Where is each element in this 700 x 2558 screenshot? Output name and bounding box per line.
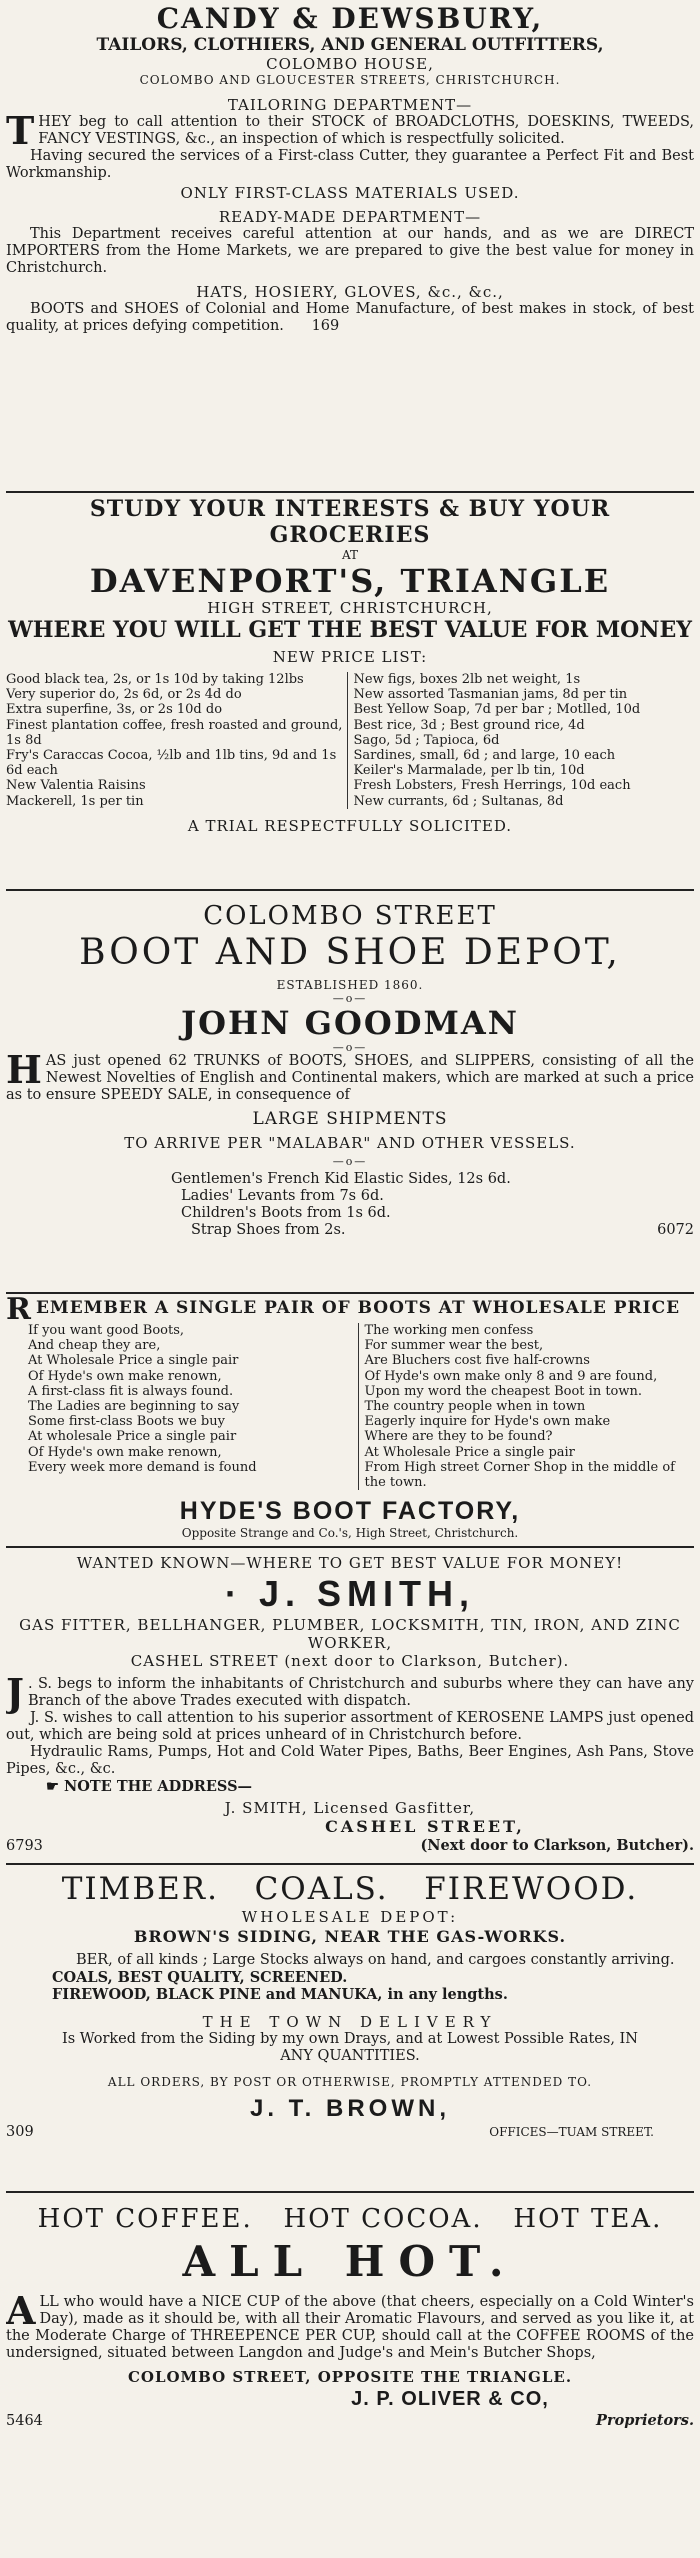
list-item: New currants, 6d ; Sultanas, 8d [353,793,564,809]
hyde-name: HYDE'S BOOT FACTORY, [179,1497,521,1526]
brown-delivery-text: Is Worked from the Siding by my own Drays, and at Lowest Possible Rates, IN ANY QUANTITIES. [62,2031,638,2064]
oliver-proprietors: Proprietors. [596,2412,694,2429]
smith-text1: J . S. begs to inform the inhabitants of Christchurch and suburbs where they can have any Branch of the above Trades executed with dispatch. [6,1670,694,1715]
brown-delivery: THE TOWN DELIVERY [202,2013,498,2031]
poem-line: Of Hyde's own make renown, [28,1368,222,1384]
list-item: New figs, boxes 2lb net weight, 1s [353,672,581,687]
oliver-ad [6,2193,694,2558]
davenport-at: AT [341,548,358,562]
brown-firewood: FIREWOOD, BLACK PINE and MANUKA, in any lengths. [52,1986,508,2003]
smith-text3: Hydraulic Rams, Pumps, Hot and Cold Water Pipes, Baths, Beer Engines, Ash Pans, Stove Pipes, &c., &c. [6,1744,694,1777]
goodman-text: HAS just opened 62 TRUNKS of BOOTS, SHOES, and SLIPPERS, consisting of all the Newest Novelties of English and Continental makers, which are marked at such a price as to ensure SPEEDY SALE, in consequence of [6,1047,694,1103]
hyde-address: Opposite Strange and Co.'s, High Street, Christchurch. [181,1526,519,1541]
poem-line: The country people when in town [364,1399,586,1415]
davenport-ad [6,493,694,891]
list-item: Sago, 5d ; Tapioca, 6d [353,732,500,748]
oliver-headline: HOT COFFEE. HOT COCOA. HOT TEA. [37,2204,663,2234]
list-item: Good black tea, 2s, or 1s 10d by taking 12lbs [6,672,304,687]
oliver-name: J. P. OLIVER & CO, [351,2388,549,2410]
list-item: Fry's Caraccas Cocoa, ½lb and 1lb tins, 9d and 1s 6d each [6,748,337,779]
smith-street: CASHEL STREET (next door to Clarkson, Butcher). [130,1652,570,1670]
smith-note: ☛ NOTE THE ADDRESS— [46,1778,253,1795]
list-item: Finest plantation coffee, fresh roasted and ground, 1s 8d [6,717,343,748]
candy-address: COLOMBO AND GLOUCESTER STREETS, CHRISTCHURCH. [139,73,561,87]
candy-dewsbury-ad [6,0,694,493]
davenport-closing: A TRIAL RESPECTFULLY SOLICITED. [187,816,513,835]
goodman-ad [6,891,694,1294]
materials-line: ONLY FIRST-CLASS MATERIALS USED. [180,184,520,202]
ad-number: 169 [311,318,340,334]
list-item: Sardines, small, 6d ; and large, 10 each [353,748,616,764]
poem-line: Some first-class Boots we buy [28,1414,225,1430]
davenport-headline: STUDY YOUR INTERESTS & BUY YOUR GROCERIES [89,496,611,548]
smith-trades: GAS FITTER, BELLHANGER, PLUMBER, LOCKSMITH, TIN, IRON, AND ZINC WORKER, [19,1616,681,1652]
poem-line: At Wholesale Price a single pair [364,1444,575,1460]
candy-title: CANDY & DEWSBURY, [156,2,544,35]
price-list-right [347,672,695,809]
davenport-address: HIGH STREET, CHRISTCHURCH, [207,599,493,617]
arrive-line: TO ARRIVE PER "MALABAR" AND OTHER VESSELS. [124,1134,576,1152]
price-list-left [6,672,347,809]
price-list-title: NEW PRICE LIST: [272,648,428,666]
brown-siding: BROWN'S SIDING, NEAR THE GAS-WORKS. [133,1927,567,1946]
davenport-name: DAVENPORT'S, TRIANGLE [89,562,611,600]
hyde-headline: REMEMBER A SINGLE PAIR OF BOOTS AT WHOLESALE PRICE [6,1294,681,1327]
boots-text: BOOTS and SHOES of Colonial and Home Manufacture, of best makes in stock, of best quality, at prices defying competition. 169 [6,301,694,334]
poem-line: Upon my word the cheapest Boot in town. [364,1383,643,1399]
smith-cashel: CASHEL STREET, [325,1817,525,1836]
brown-depot: WHOLESALE DEPOT: [241,1908,459,1926]
separator: —o— [332,992,368,1005]
separator: —o— [332,1041,368,1054]
smith-next-door: (Next door to Clarkson, Butcher). [420,1837,694,1854]
poem-line: The working men confess [364,1323,534,1338]
list-item: New assorted Tasmanian jams, 8d per tin [353,687,628,703]
large-shipments: LARGE SHIPMENTS [252,1109,448,1129]
candy-house: COLOMBO HOUSE, [266,55,434,73]
ad-number: 6072 [657,1222,694,1238]
list-item: Extra superfine, 3s, or 2s 10d do [6,702,223,718]
goodman-dropcap: H [6,1047,42,1092]
hats-line: HATS, HOSIERY, GLOVES, &c., &c., [196,283,504,301]
oliver-footer [6,2412,694,2430]
separator: —o— [332,1155,368,1168]
oliver-dropcap: A [6,2288,36,2333]
hyde-poem [6,1323,694,1490]
brown-orders: ALL ORDERS, BY POST OR OTHERWISE, PROMPTLY ATTENDED TO. [107,2075,593,2089]
brown-headline: TIMBER. COALS. FIREWOOD. [61,1871,639,1907]
oliver-allhot: ALL HOT. [182,2237,518,2286]
list-item: Strap Shoes from 2s. 6072 [191,1222,694,1238]
ad-number: 5464 [6,2413,43,2429]
tailoring-dropcap: T [6,108,35,153]
poem-line: At Wholesale Price a single pair [28,1353,239,1369]
poem-line: Where are they to be found? [364,1429,553,1445]
poem-line: Every week more demand is found [28,1459,257,1475]
poem-line: For summer wear the best, [364,1338,544,1354]
goodman-established: ESTABLISHED 1860. [276,978,424,992]
oliver-street: COLOMBO STREET, OPPOSITE THE TRIANGLE. [127,2368,573,2386]
brown-footer [6,2124,694,2141]
hyde-ad [6,1294,694,1548]
poem-line: At wholesale Price a single pair [28,1429,237,1445]
readymade-text: This Department receives careful attention at our hands, and as we are DIRECT IMPORTERS from the Home Markets, we are prepared to give the best value for money in Christchurch. [6,226,694,276]
smith-ad [6,1548,694,1865]
oliver-text: ALL who would have a NICE CUP of the above (that cheers, especially on a Cold Winter's Day), made as it should be, with all their Aromatic Flavours, and served as you like it, at the Moderate Charge of THREEPENCE PER CUP, should call at the COFFEE ROOMS of the undersigned, situated between Langdon and Judge's and Mein's Butcher Shops, [6,2288,694,2361]
ad-number: 6793 [6,1838,43,1854]
smith-text2: J. S. wishes to call attention to his superior assortment of KEROSENE LAMPS just opened out, which are being sold at prices unheard of in Christchurch before. [6,1710,694,1743]
list-item: New Valentia Raisins [6,778,146,794]
poem-line: A first-class fit is always found. [28,1383,234,1399]
candy-subtitle: TAILORS, CLOTHIERS, AND GENERAL OUTFITTERS, [96,35,604,55]
brown-offices: OFFICES—TUAM STREET. [489,2125,654,2139]
list-item: Best rice, 3d ; Best ground rice, 4d [353,717,585,733]
smith-wanted: WANTED KNOWN—WHERE TO GET BEST VALUE FOR MONEY! [76,1554,624,1572]
ad-number: 309 [6,2124,34,2140]
poem-line: From High street Corner Shop in the middle of the town. [364,1459,675,1491]
poem-line: Are Bluchers cost five half-crowns [364,1353,590,1369]
list-item: Children's Boots from 1s 6d. [181,1205,391,1221]
smith-dropcap: J [6,1670,24,1715]
brown-ad [6,1865,694,2193]
cutter-text: Having secured the services of a First-class Cutter, they guarantee a Perfect Fit and Best Workmanship. [6,148,694,181]
poem-line: Of Hyde's own make renown, [28,1444,222,1460]
list-item: Gentlemen's French Kid Elastic Sides, 12s 6d. [171,1171,511,1187]
price-list [6,672,694,809]
list-item: Ladies' Levants from 7s 6d. [181,1188,384,1204]
list-item: Mackerell, 1s per tin [6,793,144,809]
poem-line: Eagerly inquire for Hyde's own make [364,1414,611,1430]
hyde-dropcap: R [6,1294,32,1327]
list-item: Keiler's Marmalade, per lb tin, 10d [353,763,585,779]
smith-licensed: J. SMITH, Licensed Gasfitter, [224,1799,476,1817]
goodman-items [6,1171,694,1239]
tailoring-heading: TAILORING DEPARTMENT— [227,96,473,114]
poem-line: Of Hyde's own make only 8 and 9 are found, [364,1368,658,1384]
brown-timber: BER, of all kinds ; Large Stocks always on hand, and cargoes constantly arriving. [76,1952,675,1968]
smith-name: · J. SMITH, [224,1573,476,1614]
davenport-slogan: WHERE YOU WILL GET THE BEST VALUE FOR MONEY [8,617,692,643]
poem-left [6,1323,358,1490]
goodman-street: COLOMBO STREET [203,901,497,931]
poem-right [358,1323,695,1490]
list-item: Best Yellow Soap, 7d per bar ; Motlled, 10d [353,702,641,718]
list-item: Very superior do, 2s 6d, or 2s 4d do [6,687,242,703]
poem-line: And cheap they are, [28,1338,161,1354]
smith-footer [6,1837,694,1855]
poem-line: The Ladies are beginning to say [28,1399,240,1415]
readymade-heading: READY-MADE DEPARTMENT— [218,208,482,226]
brown-name: J. T. BROWN, [249,2095,450,2122]
brown-coals: COALS, BEST QUALITY, SCREENED. [52,1969,348,1986]
goodman-name: JOHN GOODMAN [181,1004,519,1042]
goodman-title: BOOT AND SHOE DEPOT, [79,932,621,973]
poem-line: If you want good Boots, [28,1323,185,1338]
list-item: Fresh Lobsters, Fresh Herrings, 10d each [353,778,631,794]
tailoring-text: THEY beg to call attention to their STOCK of BROADCLOTHS, DOESKINS, TWEEDS, FANCY VESTINGS, &c., an inspection of which is respectfully solicited. [6,108,694,153]
